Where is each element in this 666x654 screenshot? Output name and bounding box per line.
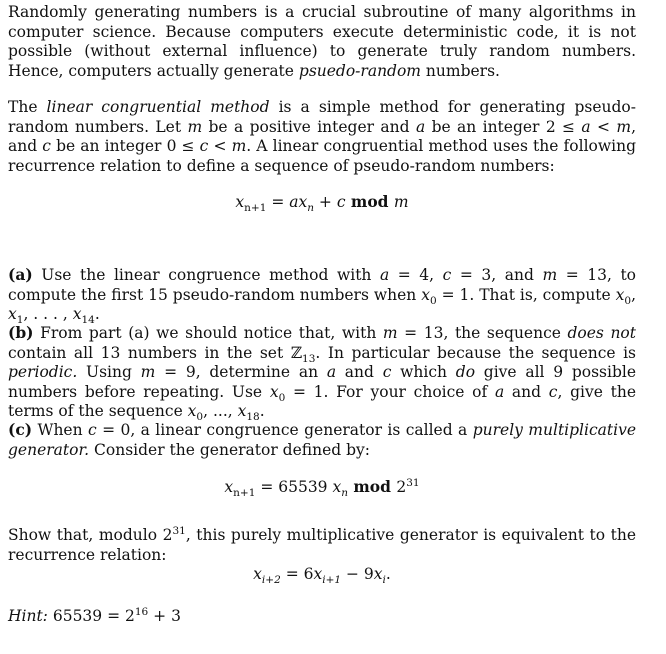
part-c: (c) When c = 0, a linear congruence generator is called a purely multiplicative generator. Consider the generator defined by: [8, 420, 637, 459]
part-a: (a) Use the linear congruence method with a = 4, c = 3, and m = 13, to compute the first 15 pseudo-random numbers when $x_0 = 1$. That is, compute $x_0$, $x_1$, . . . , $x_{14}$. [8, 265, 637, 327]
pseudo-random-em: psuedo-random [298, 61, 421, 80]
hint: Hint: $65539 = 2^{16} + 3$ [8, 605, 181, 625]
target-recurrence-equation: $x_{i+2} = 6x_{i+1} - 9x_i$. [253, 565, 391, 587]
part-a-label: (a) [8, 265, 33, 284]
part-c-label: (c) [8, 420, 33, 439]
lcm-term: linear congruential method [46, 98, 270, 116]
intro-text-end: numbers. [421, 61, 500, 80]
recurrence-equation: $x_{n+1} = ax_n + c$ mod m [235, 192, 409, 215]
intro-paragraph [8, 3, 636, 81]
lcm-paragraph: The linear congruential method is a simple method for generating pseudo-random numbers. Let m be a positive integer and a be an integer 2 ≤ a < m, and c be an integer 0 ≤ c < m. A linear congruential method uses the following recurrence relation to define a sequence of pseudo-random numbers: [8, 98, 637, 175]
mod-operator: mod [345, 192, 394, 211]
part-b-label: (b) [8, 323, 34, 342]
intro-text: Randomly generating numbers is a crucial subroutine of many algorithms in computer science. Because computers execute deterministic code, it is not possible (without external influence) to generate truly random numbers. Hence, computers actually generate [8, 3, 636, 80]
show-paragraph: Show that, modulo $2^{31}$, this purely multiplicative generator is equivalent to the recurrence relation: [8, 524, 636, 564]
part-b: (b) From part (a) we should notice that, with m = 13, the sequence does not contain all 13 numbers in the set ℤ$_{13}$. In particular because the sequence is periodic. Using m = 9, determine an a and c which do give all 9 possible numbers before repeating. Use $x_0 = 1$. For your choice of a and c, give the terms of the sequence $x_0$, ..., $x_{18}$. [8, 323, 637, 424]
hint-label: Hint: [8, 607, 48, 625]
multiplicative-generator-equation: $x_{n+1} = 65539$ $x_n$ mod $2^{31}$ [224, 476, 420, 500]
